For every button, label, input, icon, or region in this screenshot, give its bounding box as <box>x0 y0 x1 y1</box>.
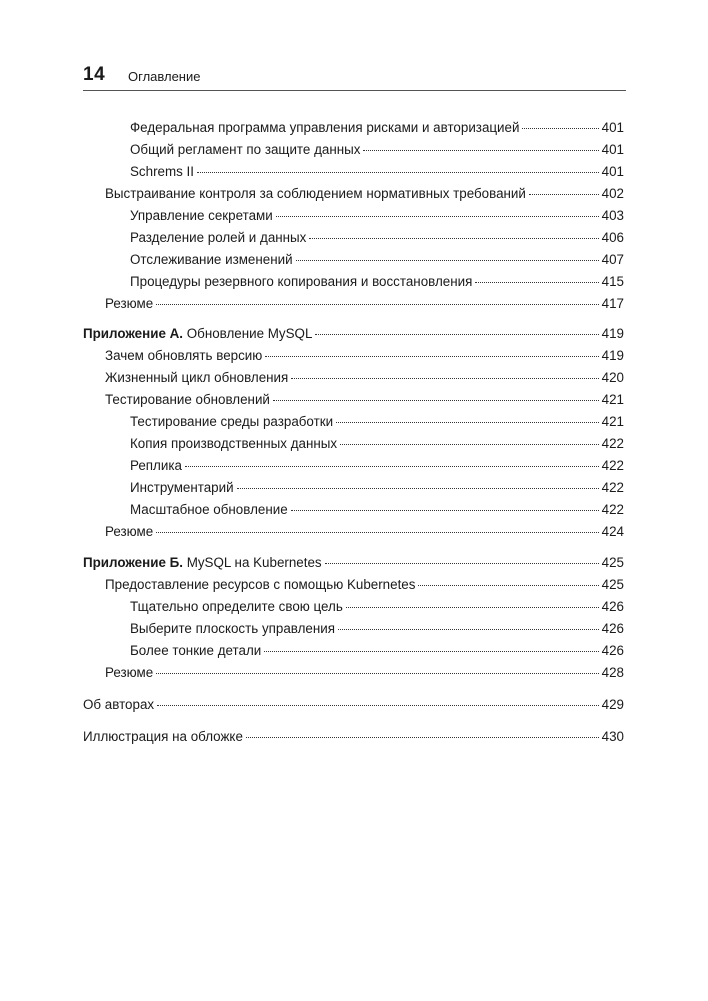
toc-entry <box>130 118 624 138</box>
toc-entry <box>105 346 624 366</box>
dot-leader <box>522 128 598 129</box>
toc-entry-title: Резюме <box>105 665 154 680</box>
toc-entry-page: 422 <box>601 458 624 473</box>
toc-entry-page: 422 <box>601 480 624 495</box>
toc-entry-page: 421 <box>601 392 624 407</box>
toc-entry-title: Более тонкие детали <box>130 643 262 658</box>
toc-entry-page: 401 <box>601 142 624 157</box>
dot-leader <box>246 737 599 738</box>
toc-entry <box>130 250 624 270</box>
page-number: 14 <box>83 64 106 85</box>
toc-entry-title <box>83 324 312 344</box>
toc-entry-page: 420 <box>601 370 624 385</box>
dot-leader <box>336 422 599 423</box>
toc-entry-page: 424 <box>601 524 624 539</box>
dot-leader <box>265 356 598 357</box>
dot-leader <box>237 488 599 489</box>
toc-entry-title: Жизненный цикл обновления <box>105 370 289 385</box>
toc-entry-title: Выстраивание контроля за соблюдением нормативных требований <box>105 186 526 201</box>
toc-entry-page: 425 <box>601 577 624 592</box>
toc-entry-title: Разделение ролей и данных <box>130 230 307 245</box>
toc-entry-title: Иллюстрация на обложке <box>83 729 243 744</box>
toc-entry <box>105 368 624 388</box>
toc-entry <box>105 184 624 204</box>
toc-entry-title: Масштабное обновление <box>130 502 288 517</box>
toc-entry-title: Отслеживание изменений <box>130 252 293 267</box>
toc-entry-title: Зачем обновлять версию <box>105 348 263 363</box>
dot-leader <box>309 238 598 239</box>
toc-entry <box>130 140 624 160</box>
toc-entry <box>105 575 624 595</box>
toc-entry-page: 421 <box>601 414 624 429</box>
toc-entry <box>130 412 624 432</box>
appendix-title: MySQL на Kubernetes <box>182 555 322 570</box>
toc-entry <box>130 272 624 292</box>
toc-entry-page: 430 <box>601 729 624 744</box>
toc-entry-page: 422 <box>601 436 624 451</box>
toc-entry-page: 426 <box>601 599 624 614</box>
toc-appendix-entry <box>83 553 624 573</box>
toc-entry <box>83 695 624 715</box>
toc-entry <box>130 500 624 520</box>
dot-leader <box>338 629 599 630</box>
toc-entry-page: 419 <box>601 348 624 363</box>
dot-leader <box>291 378 598 379</box>
toc-entry-page: 419 <box>601 326 624 341</box>
dot-leader <box>418 585 598 586</box>
dot-leader <box>363 150 598 151</box>
toc-entry-page: 425 <box>601 555 624 570</box>
appendix-label: Приложение А. <box>83 326 184 341</box>
toc-entry-title: Федеральная программа управления рисками и авторизацией <box>130 120 520 135</box>
toc-entry <box>105 390 624 410</box>
appendix-title: Обновление MySQL <box>183 326 313 341</box>
dot-leader <box>529 194 599 195</box>
toc-entry-title: Выберите плоскость управления <box>130 621 335 636</box>
toc-entry-page: 429 <box>601 697 624 712</box>
toc-entry-title: Предоставление ресурсов с помощью Kubernetes <box>105 577 416 592</box>
toc-entry <box>105 663 624 683</box>
toc-entry-page: 401 <box>601 164 624 179</box>
toc-entry <box>130 641 624 661</box>
toc-entry-page: 403 <box>601 208 624 223</box>
toc-entry <box>105 294 624 314</box>
toc-entry-title: Инструментарий <box>130 480 234 495</box>
dot-leader <box>296 260 599 261</box>
header-rule <box>83 90 626 91</box>
toc-entry-title: Реплика <box>130 458 182 473</box>
dot-leader <box>315 334 598 335</box>
toc-entry <box>130 619 624 639</box>
toc-entry-title: Резюме <box>105 524 154 539</box>
toc-entry <box>130 162 624 182</box>
dot-leader <box>475 282 598 283</box>
toc-entry <box>130 206 624 226</box>
toc-entry-title: Тестирование обновлений <box>105 392 270 407</box>
dot-leader <box>291 510 599 511</box>
dot-leader <box>185 466 599 467</box>
running-title: Оглавление <box>128 69 201 84</box>
toc-entry <box>83 727 624 747</box>
appendix-label: Приложение Б. <box>83 555 183 570</box>
toc-entry-title <box>83 553 322 573</box>
toc-entry <box>105 522 624 542</box>
toc-entry-page: 407 <box>601 252 624 267</box>
dot-leader <box>264 651 598 652</box>
dot-leader <box>346 607 599 608</box>
toc-entry <box>130 456 624 476</box>
toc-entry-title: Тестирование среды разработки <box>130 414 334 429</box>
dot-leader <box>197 172 599 173</box>
toc-entry <box>130 478 624 498</box>
toc-entry-title: Управление секретами <box>130 208 273 223</box>
toc-entry-page: 401 <box>601 120 624 135</box>
toc-entry <box>130 228 624 248</box>
toc-entry-page: 428 <box>601 665 624 680</box>
toc-entry-title: Резюме <box>105 296 154 311</box>
toc-entry <box>130 434 624 454</box>
toc-entry-title: Об авторах <box>83 697 155 712</box>
dot-leader <box>273 400 599 401</box>
page-header <box>83 58 626 92</box>
toc-entry-title: Тщательно определите свою цель <box>130 599 343 614</box>
toc-entry-title: Schrems II <box>130 164 194 179</box>
toc-entry-title: Процедуры резервного копирования и восстановления <box>130 274 473 289</box>
dot-leader <box>156 304 598 305</box>
dot-leader <box>325 563 599 564</box>
toc-entry-page: 426 <box>601 621 624 636</box>
toc-appendix-entry <box>83 324 624 344</box>
toc-entry-page: 406 <box>601 230 624 245</box>
dot-leader <box>276 216 599 217</box>
dot-leader <box>156 532 598 533</box>
toc-entry-page: 426 <box>601 643 624 658</box>
toc-entry-title: Копия производственных данных <box>130 436 338 451</box>
toc-entry <box>130 597 624 617</box>
dot-leader <box>340 444 599 445</box>
toc-entry-page: 417 <box>601 296 624 311</box>
dot-leader <box>157 705 599 706</box>
toc-entry-title: Общий регламент по защите данных <box>130 142 361 157</box>
dot-leader <box>156 673 598 674</box>
toc-entry-page: 422 <box>601 502 624 517</box>
toc-entry-page: 402 <box>601 186 624 201</box>
toc-entry-page: 415 <box>601 274 624 289</box>
